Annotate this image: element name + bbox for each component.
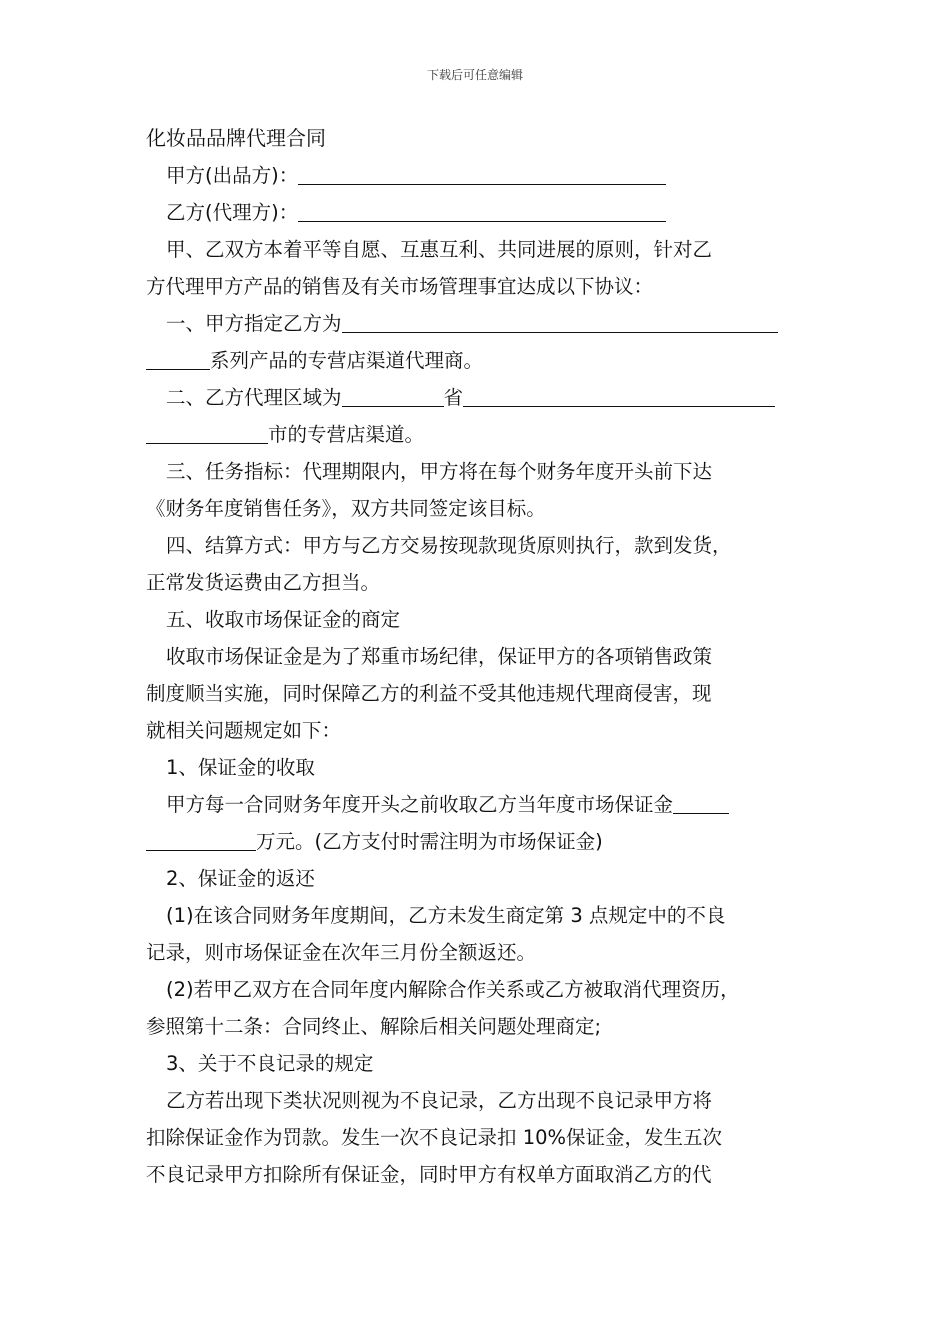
article-1-line-1 [146,305,810,342]
article-1-blank-b [146,346,210,370]
article-2-line-2 [146,416,810,453]
intro-line-2: 方代理甲方产品的销售及有关市场管理事宜达成以下协议： [146,275,654,298]
party-b-blank [298,198,666,222]
province-label: 省 [443,386,464,409]
section-2-item-2-line-1: (2)若甲乙双方在合同年度内解除合作关系或乙方被取消代理资历， [166,978,740,1001]
article-1-line-2 [146,342,810,379]
section-3-para-2: 扣除保证金作为罚款。发生一次不良记录扣 10%保证金，发生五次 [146,1126,723,1149]
section-3-para-1: 乙方若出现下类状况则视为不良记录，乙方出现不良记录甲方将 [166,1089,713,1112]
section-2-heading: 2、保证金的返还 [166,867,315,890]
article-3-line-2: 《财务年度销售任务》，双方共同签定该目标。 [146,497,546,520]
deposit-blank-a [673,790,729,814]
party-a-blank [298,161,666,185]
section-1-text-b: 万元。(乙方支付时需注明为市场保证金) [256,830,603,853]
section-1-line-1 [146,786,810,823]
article-5-heading: 五、收取市场保证金的商定 [166,608,401,631]
section-2-item-1-line-2: 记录，则市场保证金在次年三月份全额返还。 [146,941,537,964]
article-2-blank-a [463,383,775,407]
contract-document [146,120,810,1193]
article-1-label: 一、甲方指定乙方为 [166,312,342,335]
province-blank [342,383,444,407]
article-4-line-1: 四、结算方式：甲方与乙方交易按现款现货原则执行，款到发货， [166,534,732,557]
section-1-heading: 1、保证金的收取 [166,756,315,779]
deposit-blank-b [146,827,256,851]
city-blank [146,420,268,444]
article-5-para-3: 就相关问题规定如下： [146,719,342,742]
article-2-line-1 [146,379,810,416]
article-2-text: 市的专营店渠道。 [268,423,425,446]
article-1-blank-a [342,309,778,333]
article-3-line-1: 三、任务指标：代理期限内，甲方将在每个财务年度开头前下达 [166,460,713,483]
article-2-label: 二、乙方代理区域为 [166,386,342,409]
article-1-text: 系列产品的专营店渠道代理商。 [210,349,484,372]
article-4-line-2: 正常发货运费由乙方担当。 [146,571,381,594]
section-1-text-a: 甲方每一合同财务年度开头之前收取乙方当年度市场保证金 [166,793,674,816]
party-b-label: 乙方(代理方)： [166,201,299,224]
party-a-label: 甲方(出品方)： [166,164,299,187]
intro-line-1: 甲、乙双方本着平等自愿、互惠互利、共同进展的原则，针对乙 [166,238,713,261]
article-5-para-2: 制度顺当实施，同时保障乙方的利益不受其他违规代理商侵害，现 [146,682,712,705]
section-2-item-2-line-2: 参照第十二条：合同终止、解除后相关问题处理商定; [146,1015,602,1038]
page-header: 下载后可任意编辑 [426,68,523,82]
section-1-line-2 [146,823,810,860]
article-5-para-1: 收取市场保证金是为了郑重市场纪律，保证甲方的各项销售政策 [166,645,713,668]
section-3-para-3: 不良记录甲方扣除所有保证金，同时甲方有权单方面取消乙方的代 [146,1163,712,1186]
contract-title: 化妆品品牌代理合同 [146,126,326,150]
section-3-heading: 3、关于不良记录的规定 [166,1052,374,1075]
party-a-line [146,157,810,194]
party-b-line [146,194,810,231]
section-2-item-1-line-1: (1)在该合同财务年度期间，乙方未发生商定第 3 点规定中的不良 [166,904,726,927]
